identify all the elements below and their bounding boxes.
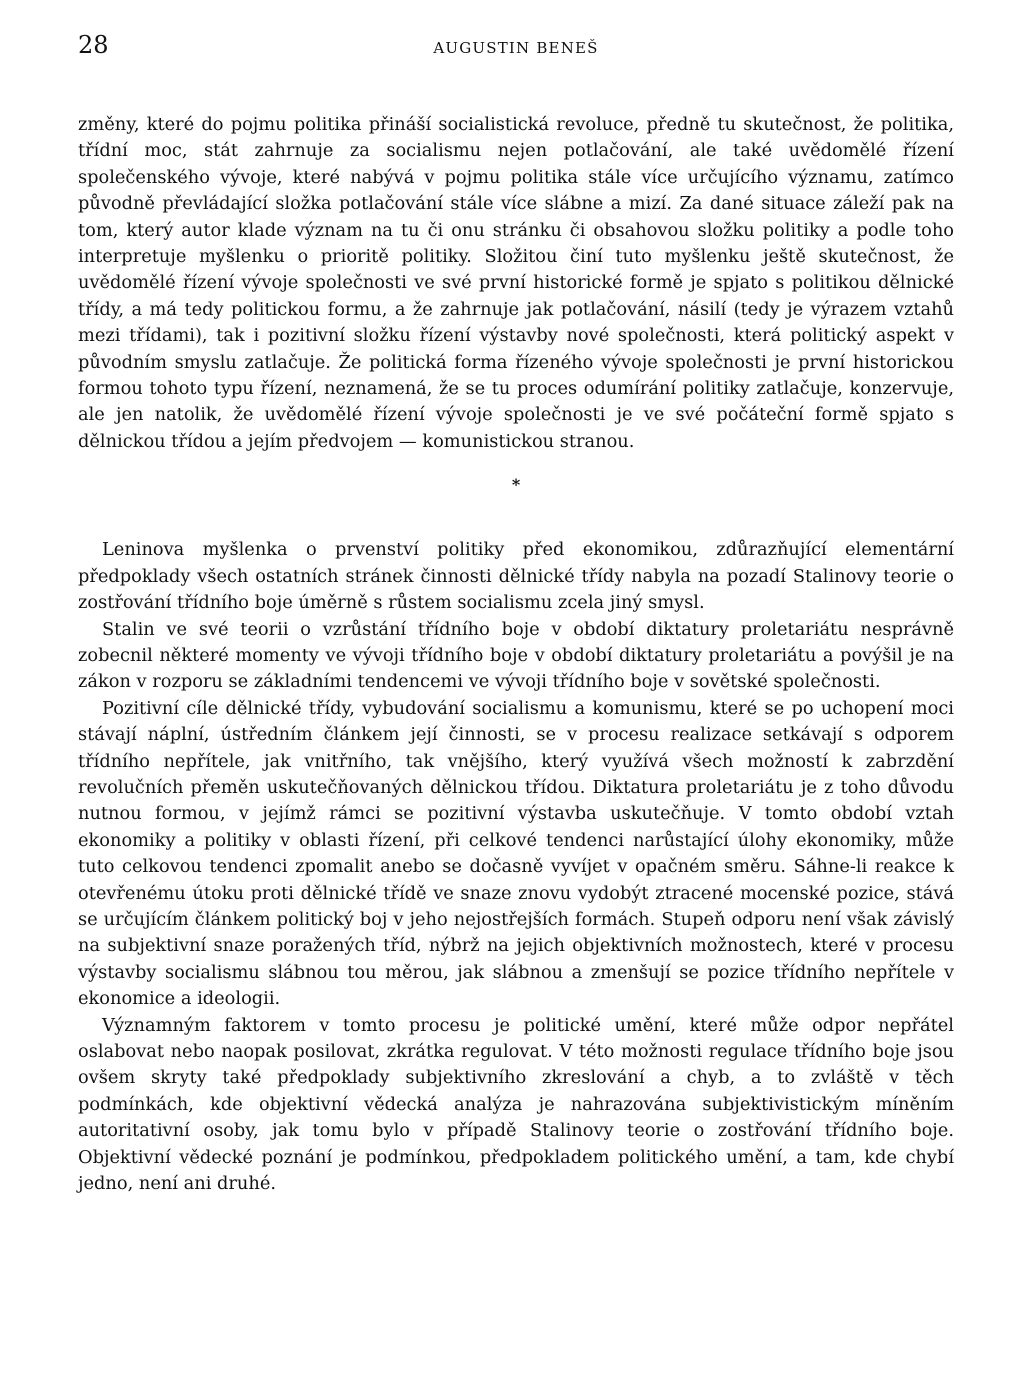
paragraph: změny, které do pojmu politika přináší socialistická revoluce, předně tu skutečnost, že politika, třídní moc, stát zahrnuje za socialismu nejen potlačování, ale také uvědomělé řízení společenského vývoje, které nabývá v pojmu politika stále více určujícího významu, zatímco původně převládající složka potlačování stále více slábne a mizí. Za dané situace záleží pak na tom, který autor klade význam na tu či onu stránku či obsahovou složku politiky a podle toho interpretuje myšlenku o prioritě politiky. Složitou činí tuto myšlenku ještě skutečnost, že uvědomělé řízení vývoje společnosti ve své první historické formě je spjato s politikou dělnické třídy, a má tedy politickou formu, a že zahrnuje jak potlačování, násilí (tedy je výrazem vztahů mezi třídami), tak i pozitivní složku řízení výstavby nové společnosti, která politický aspekt v původním smyslu zatlačuje. Že politická forma řízeného vývoje společnosti je první historickou formou tohoto typu řízení, neznamená, že se tu proces odumírání politiky zatlačuje, konzervuje, ale jen natolik, že uvědomělé řízení vývoje společnosti je ve své počáteční formě spjato s dělnickou třídou a jejím předvojem — komunistickou stranou.: [78, 114, 954, 452]
section-1: [78, 112, 954, 455]
page-header: [78, 30, 954, 66]
paragraph: Významným faktorem v tomto procesu je politické umění, které může odpor nepřátel oslabovat nebo naopak posilovat, zkrátka regulovat. V této možnosti regulace třídního boje jsou ovšem skryty také předpoklady subjektivního zkreslování a chyb, a to zvláště v těch podmínkách, kde objektivní vědecká analýza je nahrazována subjektivistickým míněním autoritativní osoby, jak tomu bylo v případě Stalinovy teorie o zostřování třídního boje. Objektivní vědecké poznání je podmínkou, předpokladem politického umění, a tam, kde chybí jedno, není ani druhé.: [78, 1014, 954, 1195]
page-number: 28: [78, 31, 109, 59]
section-separator: [78, 455, 954, 537]
paragraph: Pozitivní cíle dělnické třídy, vybudování socialismu a komunismu, které se po uchopení moci stávají náplní, ústředním článkem její činnosti, se v procesu realizace setkávají s odporem třídního nepřítele, jak vnitřního, tak vnějšího, který využívá všech možností k zabrzdění revolučních přeměn uskutečňovaných dělnickou třídou. Diktatura proletariátu je z toho důvodu nutnou formou, v jejímž rámci se pozitivní výstavba uskutečňuje. V tomto období vztah ekonomiky a politiky v oblasti řízení, při celkové tendenci narůstající úlohy ekonomiky, může tuto celkovou tendenci zpomalit anebo se dočasně vyvíjet v opačném směru. Sáhne-li reakce k otevřenému útoku proti dělnické třídě ve snaze znovu vydobýt ztracené mocenské pozice, stává se určujícím článkem politický boj v jeho nejostřejších formách. Stupeň odporu není však závislý na subjektivní snaze poražených tříd, nýbrž na jejich objektivních možnostech, které v procesu výstavby socialismu slábnou tou měrou, jak slábnou a zmenšují se pozice třídního nepřítele v ekonomice a ideologii.: [78, 697, 954, 1010]
paragraph: Stalin ve své teorii o vzrůstání třídního boje v období diktatury proletariátu nesprávně zobecnil některé momenty ve vývoji třídního boje v období diktatury proletariátu a povýšil je na zákon v rozporu se základními tendencemi ve vývoji třídního boje v sovětské společnosti.: [78, 618, 954, 693]
asterisk-divider: *: [511, 475, 521, 495]
section-2: [78, 537, 954, 1197]
book-page: [78, 30, 954, 1375]
paragraph: Leninova myšlenka o prvenství politiky před ekonomikou, zdůrazňující elementární předpoklady všech ostatních stránek činnosti dělnické třídy nabyla na pozadí Stalinovy teorie o zostřování třídního boje úměrně s růstem socialismu zcela jiný smysl.: [78, 539, 954, 614]
running-title: AUGUSTIN BENEŠ: [433, 39, 599, 57]
